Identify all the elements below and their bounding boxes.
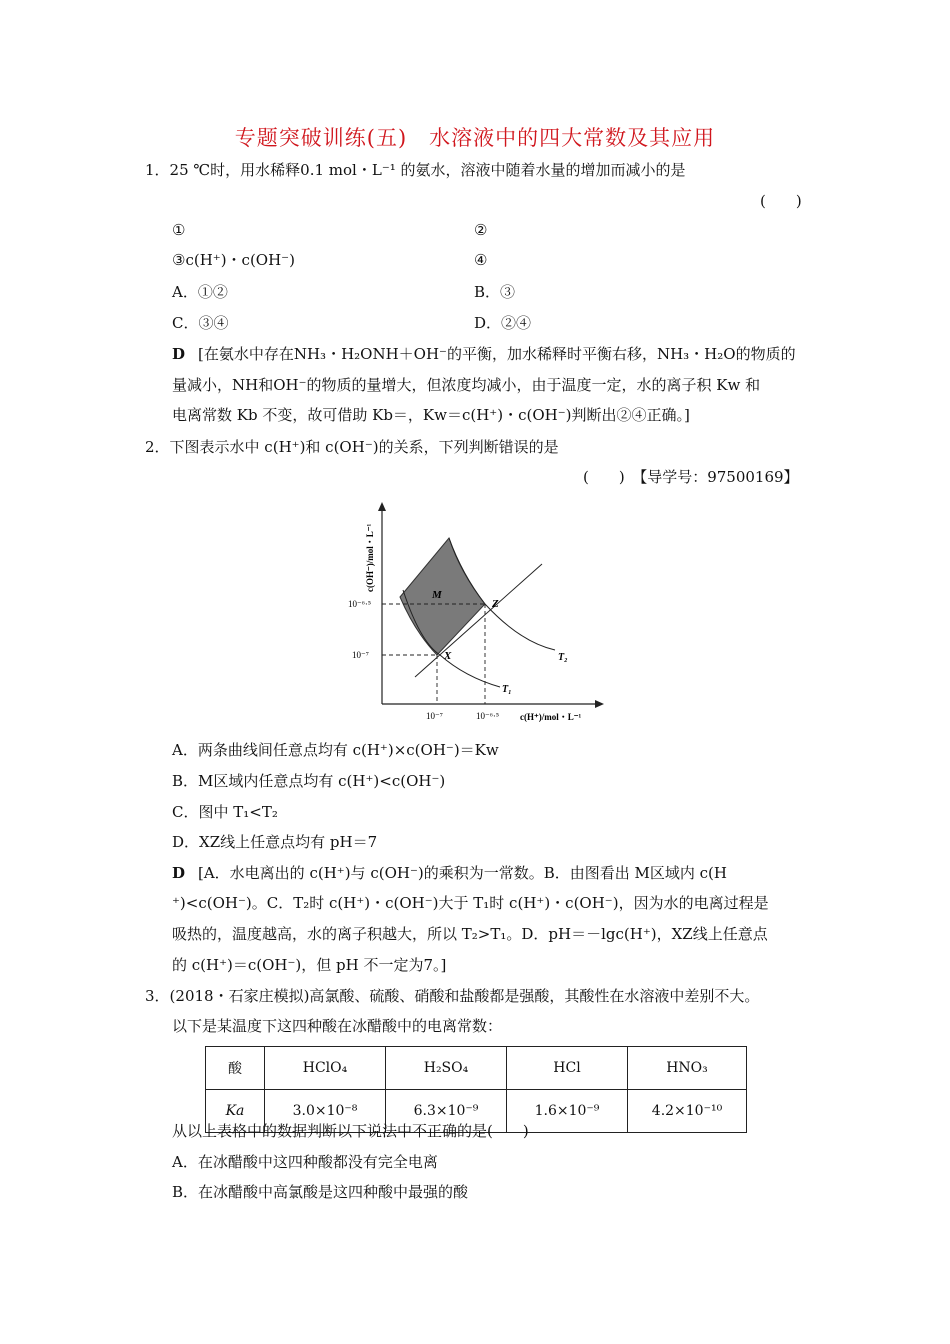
x-tick-7: 10⁻⁷: [426, 711, 443, 721]
point-z-label: Z: [492, 598, 499, 610]
table-cell: 1.6×10⁻⁹: [507, 1090, 628, 1133]
q2-explanation-4: 的 c(H⁺)＝c(OH⁻)，但 pH 不一定为7。]: [172, 956, 447, 974]
q1-item-3: ③c(H⁺)・c(OH⁻): [172, 251, 295, 269]
q2-answer-paren: ( ) 【导学号：97500169】: [583, 468, 799, 486]
table-header-cell: H₂SO₄: [386, 1047, 507, 1090]
x-tick-65: 10⁻⁶·⁵: [476, 711, 500, 721]
table-header-cell: HClO₄: [265, 1047, 386, 1090]
table-header-cell: HNO₃: [628, 1047, 747, 1090]
q1-answer-letter: D: [172, 345, 186, 363]
page-title: 专题突破训练(五) 水溶液中的四大常数及其应用: [234, 126, 716, 150]
ka-table: [205, 1046, 747, 1133]
q3-stem-2: 以下是某温度下这四种酸在冰醋酸中的电离常数：: [172, 1017, 503, 1035]
q1-item-2: ②: [474, 221, 488, 239]
x-axis-label: c(H⁺)/mol・L⁻¹: [520, 712, 582, 722]
q2-option-c: C．图中 T₁<T₂: [172, 803, 278, 821]
q1-explanation-2: 量减小，NH和OH⁻的物质的量增大，但浓度均减小，由于温度一定，水的离子积 Kw 和: [172, 376, 761, 394]
q2-explanation-1: [A．水电离出的 c(H⁺)与 c(OH⁻)的乘积为一常数。B．由图看出 M区域内 c(H: [198, 864, 727, 882]
q1-option-d: D．②④: [474, 314, 532, 332]
q1-explanation-3: 电离常数 Kb 不变，故可借助 Kb＝，Kw＝c(H⁺)・c(OH⁻)判断出②④正确。]: [172, 406, 690, 424]
q3-option-a: A．在冰醋酸中这四种酸都没有完全电离: [172, 1153, 438, 1171]
table-header-cell: 酸: [206, 1047, 265, 1090]
q2-stem: 2．下图表示水中 c(H⁺)和 c(OH⁻)的关系，下列判断错误的是: [145, 438, 559, 456]
q2-explanation-2: ⁺)<c(OH⁻)。C．T₂时 c(H⁺)・c(OH⁻)大于 T₁时 c(H⁺)・c(OH⁻)，因为水的电离过程是: [172, 894, 769, 912]
point-m-label: M: [432, 589, 442, 601]
y-axis-arrow: [378, 502, 386, 511]
point-x-label: X: [444, 650, 452, 662]
y-tick-65: 10⁻⁶·⁵: [348, 599, 372, 609]
q1-option-b: B．③: [474, 283, 516, 301]
q1-item-4: ④: [474, 251, 488, 269]
q3-stem-1: 3．(2018・石家庄模拟)高氯酸、硫酸、硝酸和盐酸都是强酸，其酸性在水溶液中差别不大。: [145, 987, 760, 1005]
table-header-row: [206, 1047, 747, 1090]
table-header-cell: HCl: [507, 1047, 628, 1090]
q2-option-d: D．XZ线上任意点均有 pH＝7: [172, 833, 378, 851]
table-cell: Ka: [206, 1090, 265, 1133]
q1-stem: 1．25 ℃时，用水稀释0.1 mol・L⁻¹ 的氨水，溶液中随着水量的增加而减小的是: [145, 161, 686, 179]
x-axis-arrow: [595, 700, 604, 708]
kw-chart: [340, 492, 610, 727]
region-m: [400, 538, 485, 655]
y-axis-label: c(OH⁻)/mol・L⁻¹: [365, 523, 375, 592]
table-cell: 4.2×10⁻¹⁰: [628, 1090, 747, 1133]
q3-question: 从以上表格中的数据判断以下说法中不正确的是( ): [172, 1122, 529, 1140]
table-cell: 3.0×10⁻⁸: [265, 1090, 386, 1133]
q2-option-b: B．M区域内任意点均有 c(H⁺)<c(OH⁻): [172, 772, 446, 790]
series-t2-label: T₂: [558, 652, 568, 663]
q1-explanation-1: [在氨水中存在NH₃・H₂ONH＋OH⁻的平衡，加水稀释时平衡右移，NH₃・H₂O的物质的: [198, 345, 796, 363]
q2-option-a: A．两条曲线间任意点均有 c(H⁺)×c(OH⁻)＝Kw: [172, 741, 499, 759]
table-cell: 6.3×10⁻⁹: [386, 1090, 507, 1133]
q1-option-c: C．③④: [172, 314, 229, 332]
q2-answer-letter: D: [172, 864, 186, 882]
y-tick-7: 10⁻⁷: [352, 650, 369, 660]
q2-explanation-3: 吸热的，温度越高，水的离子积越大，所以 T₂>T₁。D．pH＝－lgc(H⁺)，XZ线上任意点: [172, 925, 768, 943]
q3-option-b: B．在冰醋酸中高氯酸是这四种酸中最强的酸: [172, 1183, 469, 1201]
q1-item-1: ①: [172, 221, 186, 239]
q1-answer-paren: ( ): [760, 192, 802, 210]
series-t1-label: T₁: [502, 684, 512, 695]
q1-option-a: A．①②: [172, 283, 228, 301]
